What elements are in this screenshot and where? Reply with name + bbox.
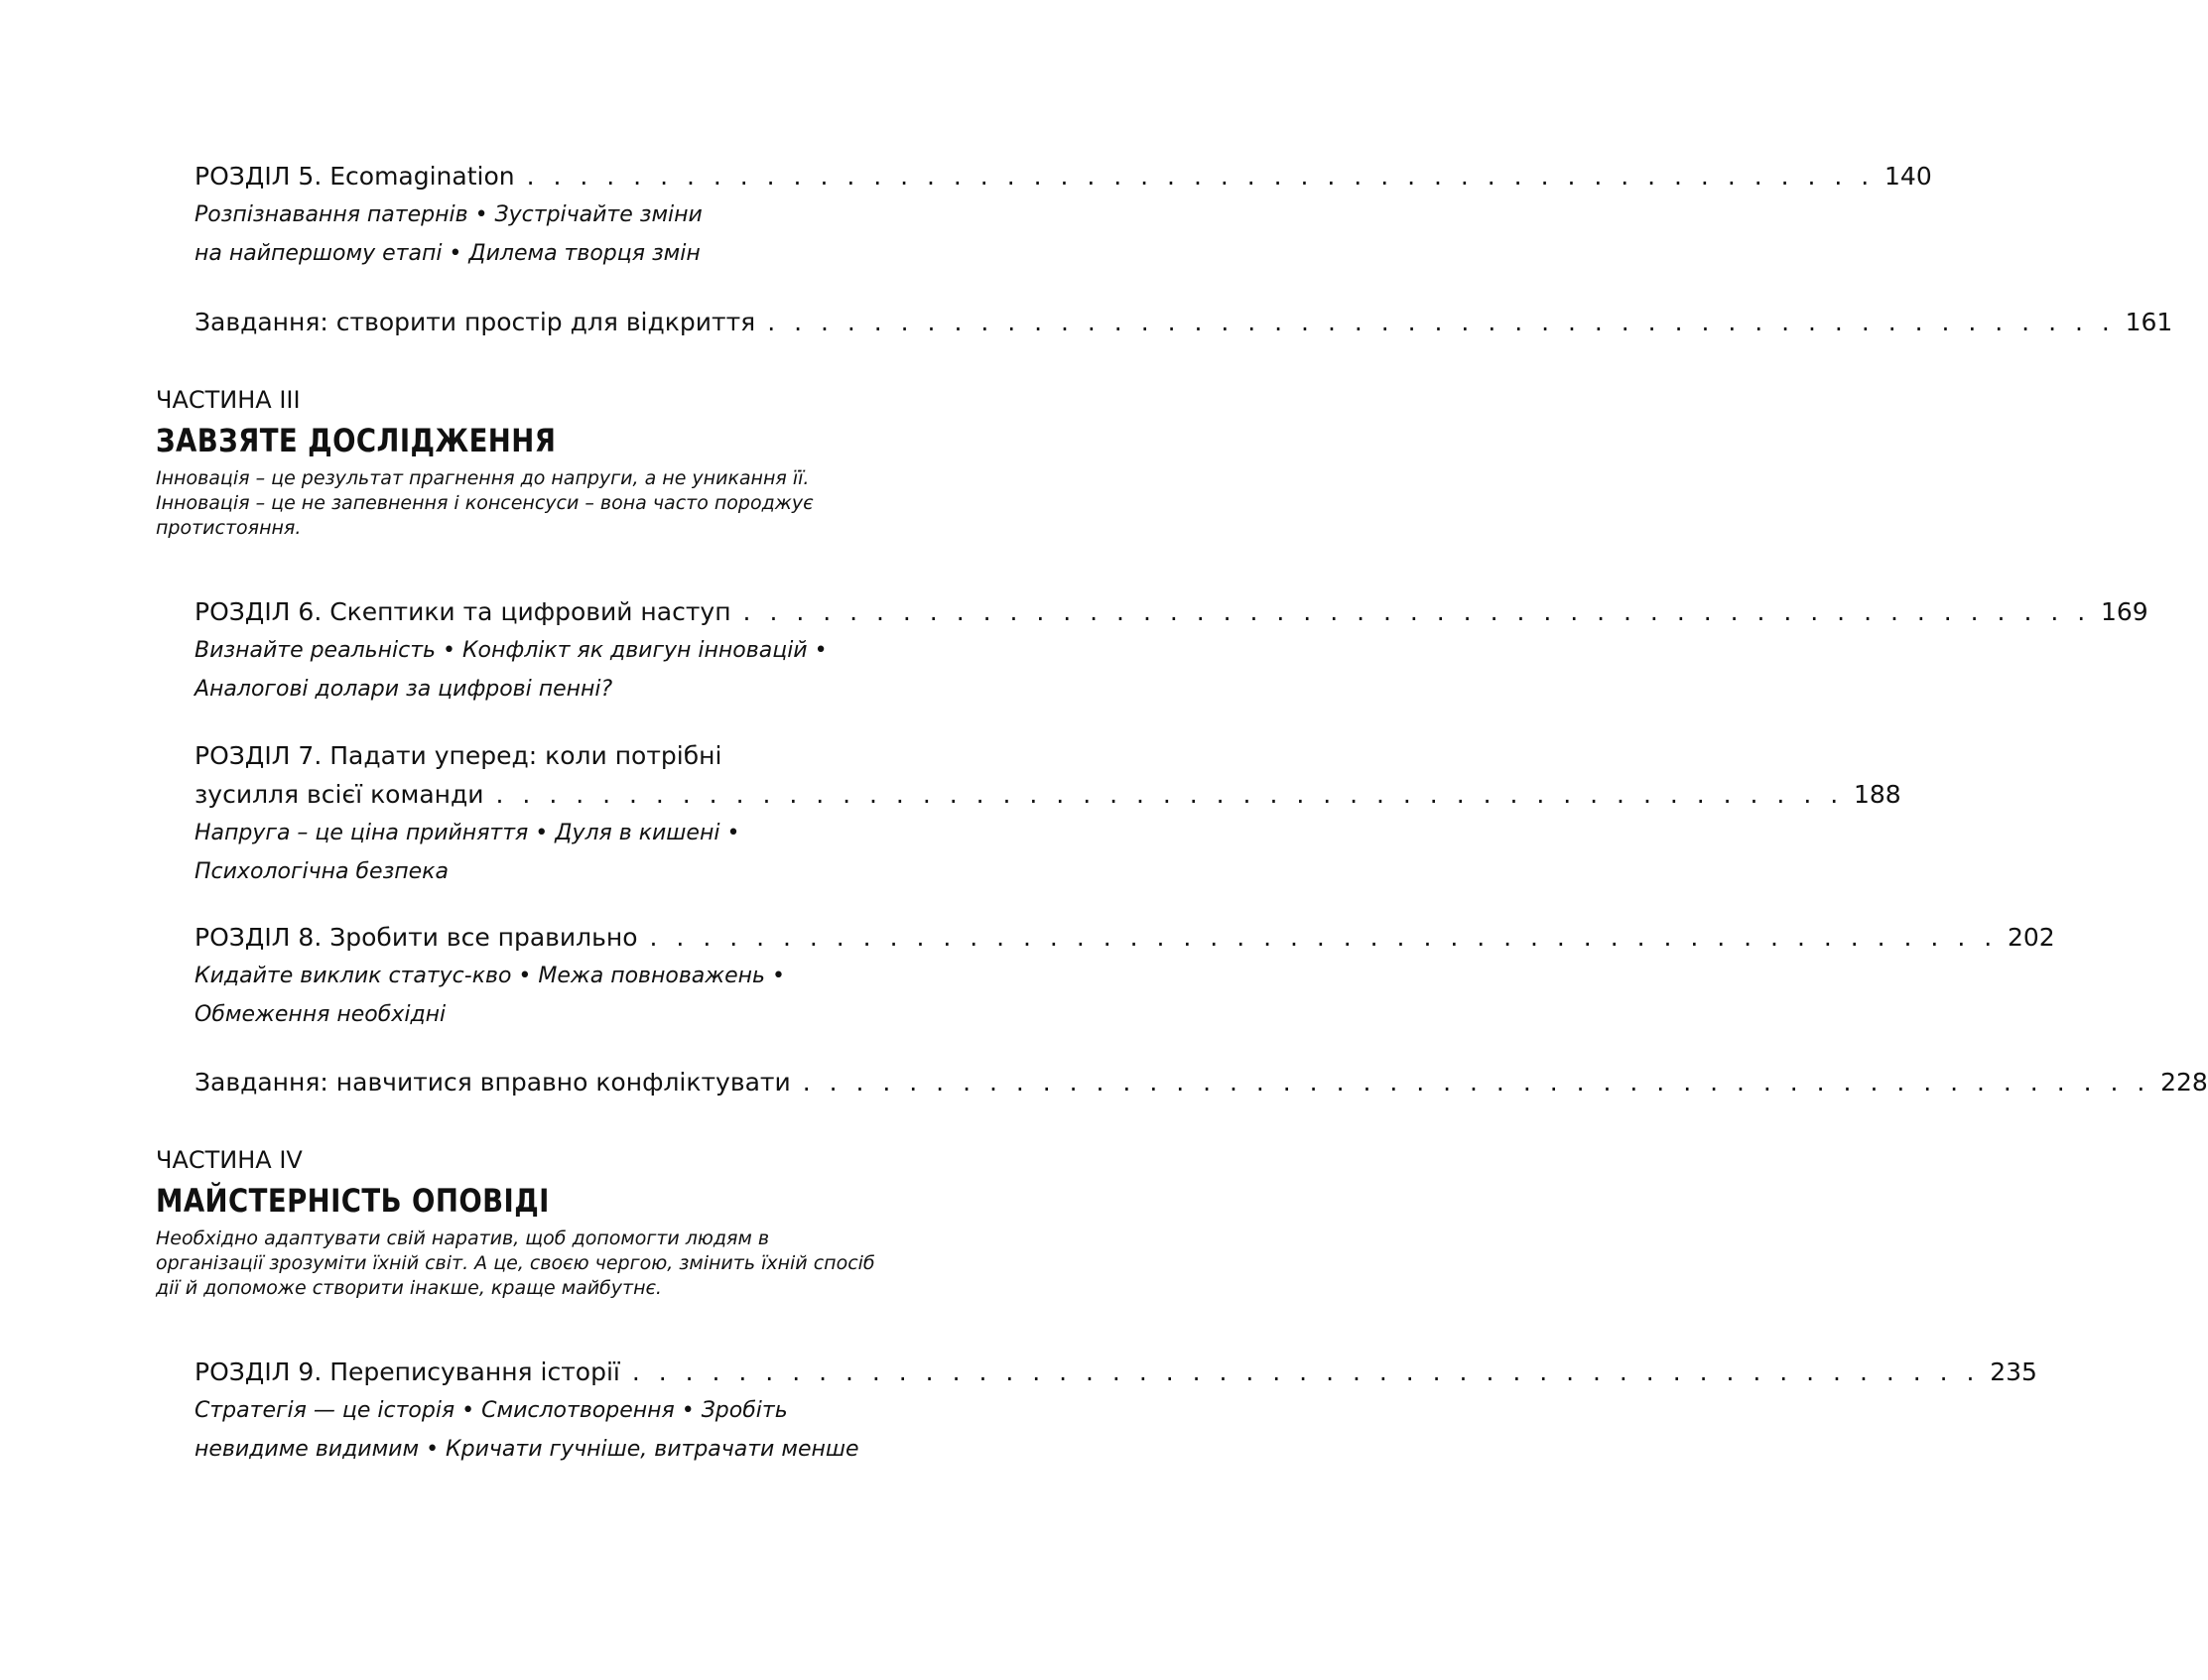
part-label: ЧАСТИНА III <box>156 386 301 414</box>
toc-entry-task-conflict[interactable] <box>195 1063 2208 1101</box>
toc-entry-line <box>195 1353 2037 1391</box>
toc-entry-title: Завдання: створити простір для відкриття <box>195 308 756 336</box>
toc-entry-subtopics: Визнайте реальність • Конфлікт як двигун інновацій • <box>195 638 828 663</box>
leader-dots: . . . . . . . . . . . . . . . . . . . . . . . . . . . . . . . . . . . . . . . . . . . . . . . . . . . <box>802 1068 2150 1097</box>
toc-page-number: 235 <box>1990 1357 2037 1386</box>
part-description: Необхідно адаптувати свій наратив, щоб допомогти людям в <box>156 1228 770 1249</box>
leader-dots: . . . . . . . . . . . . . . . . . . . . . . . . . . . . . . . . . . . . . . . . . . . . . . . . . . . <box>495 780 1844 809</box>
toc-page-number: 202 <box>2007 923 2055 952</box>
toc-entry-subtopics: Напруга – це ціна прийняття • Дуля в кишені • <box>195 821 740 845</box>
toc-entry-subtopics: Кидайте виклик статус-кво • Межа повноважень • <box>195 964 785 988</box>
toc-entry-subtopics: Аналогові долари за цифрові пенні? <box>195 677 613 702</box>
part-title: МАЙСТЕРНІСТЬ ОПОВІДІ <box>156 1182 550 1220</box>
toc-entry-title: РОЗДІЛ 8. Зробити все правильно <box>195 923 638 952</box>
toc-entry-subtopics: Стратегія — це історія • Смислотворення • Зробіть <box>195 1398 788 1423</box>
toc-entry-title: РОЗДІЛ 6. Скептики та цифровий наступ <box>195 597 731 626</box>
leader-dots: . . . . . . . . . . . . . . . . . . . . . . . . . . . . . . . . . . . . . . . . . . . . . . . . . . . <box>526 162 1875 191</box>
toc-page-number: 188 <box>1853 780 1901 809</box>
part-section-4 <box>156 1143 930 1301</box>
toc-entry-subtopics: Розпізнавання патернів • Зустрічайте зміни <box>195 202 703 227</box>
part-description: дії й допоможе створити інакше, краще майбутнє. <box>156 1277 662 1299</box>
toc-entry-line <box>195 1063 2208 1101</box>
toc-entry-chapter-6[interactable] <box>195 592 2148 709</box>
toc-page-number: 169 <box>2100 597 2148 626</box>
toc-entry-title-first-line: РОЗДІЛ 7. Падати уперед: коли потрібні <box>195 741 722 770</box>
toc-entry-line <box>195 592 2148 631</box>
toc-entry-title: РОЗДІЛ 9. Переписування історії <box>195 1357 620 1386</box>
toc-page-number: 140 <box>1884 162 1932 191</box>
leader-dots: . . . . . . . . . . . . . . . . . . . . . . . . . . . . . . . . . . . . . . . . . . . . . . . . . . . <box>631 1357 1980 1386</box>
toc-entry-line <box>195 736 923 775</box>
part-description: протистояння. <box>156 517 302 539</box>
part-section-3 <box>156 383 930 541</box>
toc-entry-chapter-9[interactable] <box>195 1353 2037 1469</box>
leader-dots: . . . . . . . . . . . . . . . . . . . . . . . . . . . . . . . . . . . . . . . . . . . . . . . . . . . <box>742 597 2091 626</box>
toc-entry-chapter-8[interactable] <box>195 918 2055 1034</box>
leader-dots: . . . . . . . . . . . . . . . . . . . . . . . . . . . . . . . . . . . . . . . . . . . . . . . . . . . <box>649 923 1998 952</box>
toc-entry-subtopics: Обмеження необхідні <box>195 1002 447 1027</box>
toc-entry-subtopics: на найпершому етапі • Дилема творця змін <box>195 241 701 266</box>
part-description: Інновація – це не запевнення і консенсуси – вона часто породжує <box>156 492 814 514</box>
toc-entry-chapter-5[interactable] <box>195 157 1932 273</box>
part-description: Інновація – це результат прагнення до напруги, а не уникання її. <box>156 467 810 489</box>
toc-entry-line <box>195 918 2055 957</box>
toc-entry-subtopics: невидиме видимим • Кричати гучніше, витрачати менше <box>195 1437 859 1462</box>
toc-entry-line <box>195 775 1901 814</box>
part-label: ЧАСТИНА IV <box>156 1146 303 1174</box>
toc-entry-title: Завдання: навчитися вправно конфліктувати <box>195 1068 791 1097</box>
toc-entry-line <box>195 157 1932 195</box>
part-title: ЗАВЗЯТЕ ДОСЛІДЖЕННЯ <box>156 422 557 459</box>
toc-entry-line <box>195 303 2173 341</box>
toc-page-number: 161 <box>2125 308 2173 336</box>
toc-entry-chapter-7[interactable] <box>195 736 1901 891</box>
toc-page-number: 228 <box>2160 1068 2208 1097</box>
leader-dots: . . . . . . . . . . . . . . . . . . . . . . . . . . . . . . . . . . . . . . . . . . . . . . . . . . . <box>767 308 2116 336</box>
toc-entry-subtopics: Психологічна безпека <box>195 859 449 884</box>
toc-entry-task-discovery[interactable] <box>195 303 2173 341</box>
part-description: організації зрозуміти їхній світ. А це, своєю чергою, змінить їхній спосіб <box>156 1252 875 1274</box>
toc-entry-title: зусилля всієї команди <box>195 780 484 809</box>
toc-entry-title: РОЗДІЛ 5. Ecomagination <box>195 162 515 191</box>
